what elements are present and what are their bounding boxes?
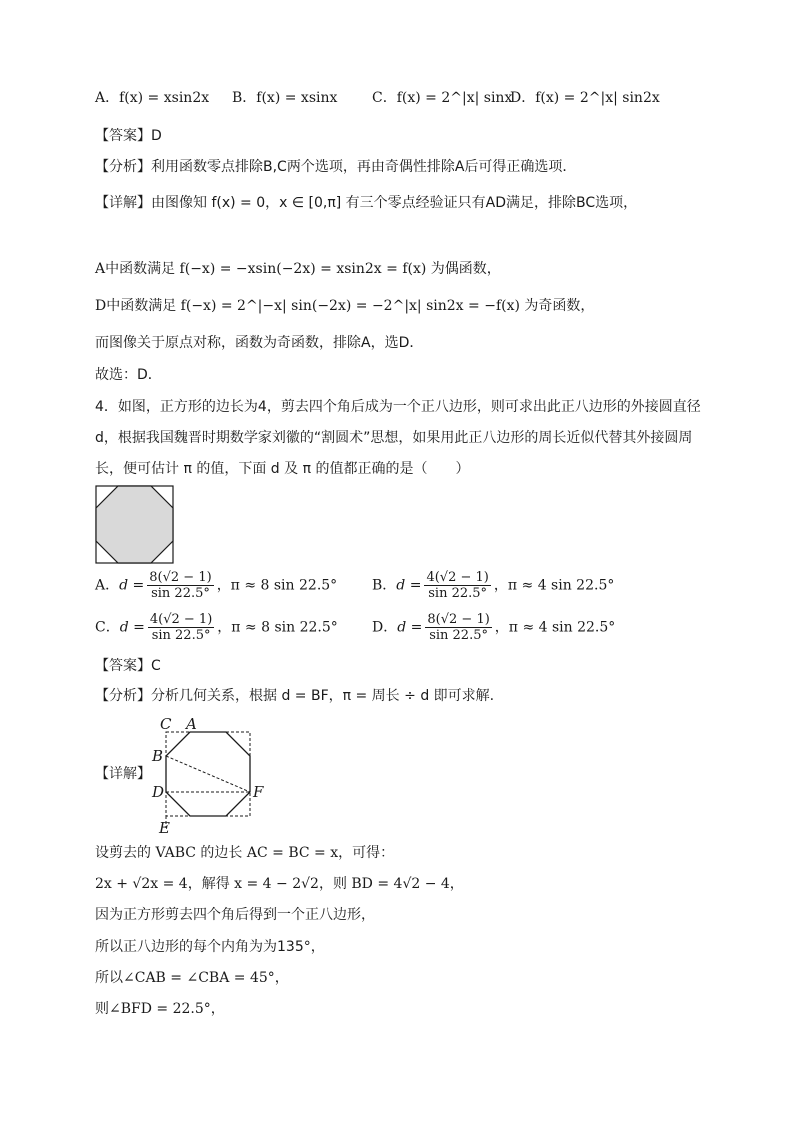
q4-solution-5: 所以∠CAB = ∠CBA = 45°， bbox=[95, 970, 289, 986]
fraction-den: sin 22.5° bbox=[151, 628, 211, 643]
label-b: B bbox=[152, 747, 164, 765]
q4-stem-line-3: 长，便可估计 π 的值，下面 d 及 π 的值都正确的是（ ） bbox=[95, 461, 470, 477]
q3-option-a: A．f(x) = xsin2x bbox=[95, 90, 210, 106]
answer-tag: 【答案】 bbox=[95, 128, 151, 144]
q4-option-d bbox=[372, 612, 615, 643]
q3-detail-conclusion: 而图像关于原点对称，函数为奇函数，排除A，选D． bbox=[95, 335, 424, 351]
detail-tag: 【详解】 bbox=[95, 195, 151, 211]
fraction-num: 4(√2 − 1) bbox=[426, 570, 489, 585]
option-pi: ，π ≈ 4 sin 22.5° bbox=[493, 577, 615, 594]
q4-answer-line bbox=[95, 656, 161, 676]
q3-option-d: D．f(x) = 2^|x| sin2x bbox=[510, 90, 660, 106]
octagon-figure bbox=[95, 485, 175, 565]
analysis-text: 利用函数零点排除B,C两个选项，再由奇偶性排除A后可得正确选项． bbox=[151, 159, 577, 175]
fraction-num: 8(√2 − 1) bbox=[149, 570, 212, 585]
option-pi: ，π ≈ 8 sin 22.5° bbox=[216, 577, 338, 594]
label-e: E bbox=[159, 819, 170, 834]
q4-solution-2: 2x + √2x = 4，解得 x = 4 − 2√2，则 BD = 4√2 − 4， bbox=[95, 876, 464, 892]
answer-value: D bbox=[151, 128, 162, 144]
label-a: A bbox=[186, 716, 197, 733]
option-fraction bbox=[424, 570, 490, 601]
fraction-num: 4(√2 − 1) bbox=[149, 612, 213, 627]
q3-answer-line bbox=[95, 126, 162, 146]
fraction-den: sin 22.5° bbox=[151, 586, 210, 601]
answer-tag: 【答案】 bbox=[95, 658, 151, 674]
q3-final: 故选：D． bbox=[95, 367, 162, 383]
fraction-den: sin 22.5° bbox=[429, 628, 488, 643]
q4-solution-1: 设剪去的 VABC 的边长 AC = BC = x，可得： bbox=[95, 845, 395, 861]
option-d: d = bbox=[396, 577, 422, 594]
detail-text: 由图像知 f(x) = 0，x ∈ [0,π] 有三个零点经验证只有AD满足，排除BC选项， bbox=[151, 195, 638, 211]
q3-option-b: B．f(x) = xsinx bbox=[232, 90, 338, 106]
geometry-figure bbox=[150, 716, 270, 834]
option-d: d = bbox=[119, 619, 145, 636]
q4-analysis-line bbox=[95, 686, 494, 706]
option-label: D． bbox=[372, 619, 398, 636]
analysis-tag: 【分析】 bbox=[95, 688, 151, 704]
analysis-tag: 【分析】 bbox=[95, 159, 151, 175]
q4-solution-3: 因为正方形剪去四个角后得到一个正八边形， bbox=[95, 907, 375, 923]
label-d: D bbox=[152, 783, 165, 801]
fraction-den: sin 22.5° bbox=[428, 586, 488, 601]
answer-value: C bbox=[151, 658, 161, 674]
q4-stem-line-1: 4．如图，正方形的边长为4，剪去四个角后成为一个正八边形，则可求出此正八边形的外接圆直径 bbox=[95, 399, 701, 415]
option-label: A． bbox=[95, 577, 120, 594]
q3-option-c: C．f(x) = 2^|x| sinx bbox=[372, 90, 513, 106]
label-c: C bbox=[160, 716, 172, 733]
option-pi: ，π ≈ 8 sin 22.5° bbox=[217, 619, 338, 636]
q3-detail-a: A中函数满足 f(−x) = −xsin(−2x) = xsin2x = f(x) 为偶函数， bbox=[95, 261, 501, 277]
analysis-text: 分析几何关系，根据 d = BF，π = 周长 ÷ d 即可求解. bbox=[151, 688, 495, 704]
fraction-num: 8(√2 − 1) bbox=[427, 612, 490, 627]
option-fraction bbox=[425, 612, 491, 643]
q3-detail-line bbox=[95, 193, 637, 213]
option-label: B． bbox=[372, 577, 397, 594]
q4-option-a bbox=[95, 570, 337, 601]
label-f: F bbox=[253, 783, 264, 801]
q4-option-c bbox=[95, 612, 338, 643]
option-label: C． bbox=[95, 619, 120, 636]
option-pi: ，π ≈ 4 sin 22.5° bbox=[494, 619, 616, 636]
q4-stem-line-2: d，根据我国魏晋时期数学家刘徽的“割圆术”思想，如果用此正八边形的周长近似代替其外接圆周 bbox=[95, 430, 693, 446]
option-fraction bbox=[148, 612, 214, 643]
option-d: d = bbox=[397, 619, 423, 636]
option-fraction bbox=[147, 570, 213, 601]
q3-detail-d: D中函数满足 f(−x) = 2^|−x| sin(−2x) = −2^|x| sin2x = −f(x) 为奇函数， bbox=[95, 298, 595, 314]
q4-option-b bbox=[372, 570, 614, 601]
q4-solution-4: 所以正八边形的每个内角为为135°， bbox=[95, 939, 325, 955]
q3-analysis-line bbox=[95, 157, 576, 177]
option-d: d = bbox=[119, 577, 145, 594]
q4-solution-6: 则∠BFD = 22.5°， bbox=[95, 1001, 225, 1017]
q4-detail-tag: 【详解】 bbox=[95, 766, 151, 782]
